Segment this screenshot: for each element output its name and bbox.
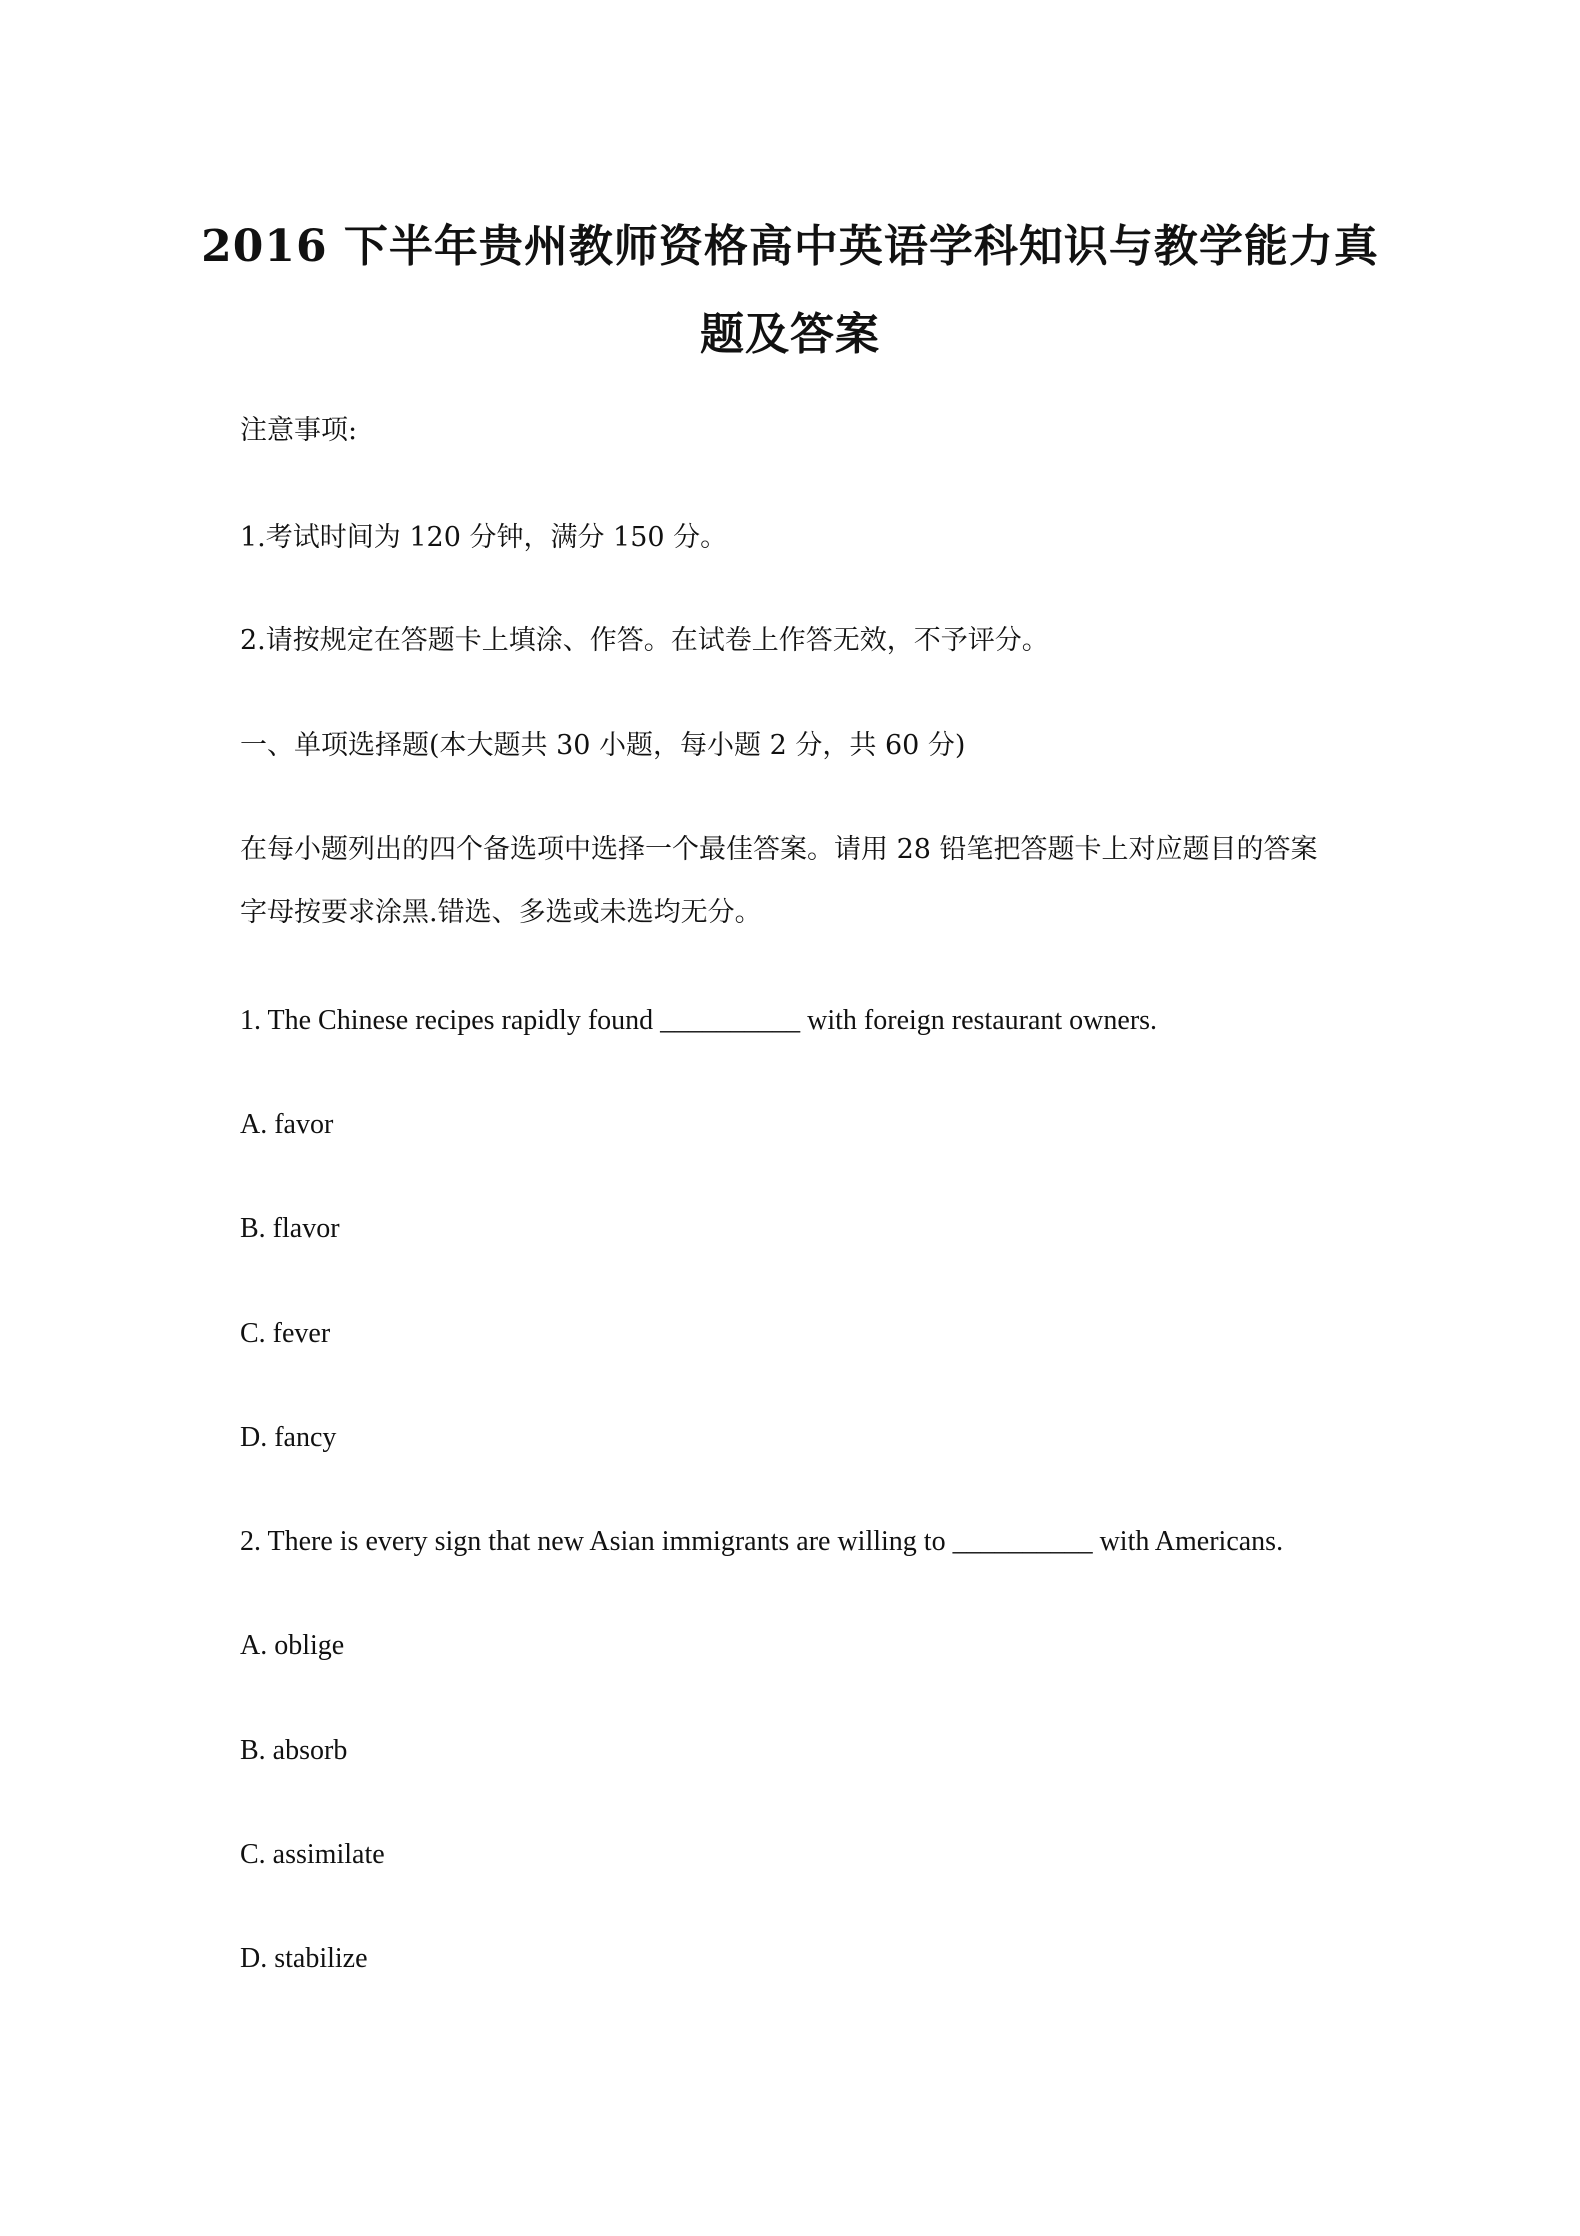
question-2-option-b: B. absorb [240, 1735, 348, 1766]
question-1-stem: 1. The Chinese recipes rapidly found __________ with foreign restaurant owners. [240, 1005, 1158, 1036]
question-1-option-d: D. fancy [240, 1422, 337, 1453]
notice-heading: 注意事项: [240, 415, 358, 446]
question-2-option-d: D. stabilize [240, 1943, 368, 1974]
question-1-option-c: C. fever [240, 1318, 331, 1349]
question-2-stem: 2. There is every sign that new Asian immigrants are willing to __________ with Americans. [240, 1526, 1284, 1557]
section-heading: 一、单项选择题(本大题共 30 小题，每小题 2 分，共 60 分) [240, 730, 966, 761]
page-title-line-1: 2016 下半年贵州教师资格高中英语学科知识与教学能力真 [201, 221, 1379, 272]
question-1-option-a: A. favor [240, 1109, 334, 1140]
question-2-option-c: C. assimilate [240, 1839, 385, 1870]
page-title-line-2: 题及答案 [700, 309, 880, 360]
instruction-line-2: 字母按要求涂黑.错选、多选或未选均无分。 [240, 897, 762, 928]
question-2-option-a: A. oblige [240, 1630, 345, 1661]
notice-item-1: 1.考试时间为 120 分钟，满分 150 分。 [240, 522, 728, 553]
question-1-option-b: B. flavor [240, 1213, 340, 1244]
notice-item-2: 2.请按规定在答题卡上填涂、作答。在试卷上作答无效，不予评分。 [240, 625, 1049, 656]
instruction-line-1: 在每小题列出的四个备选项中选择一个最佳答案。请用 28 铅笔把答题卡上对应题目的答案 [240, 834, 1318, 865]
